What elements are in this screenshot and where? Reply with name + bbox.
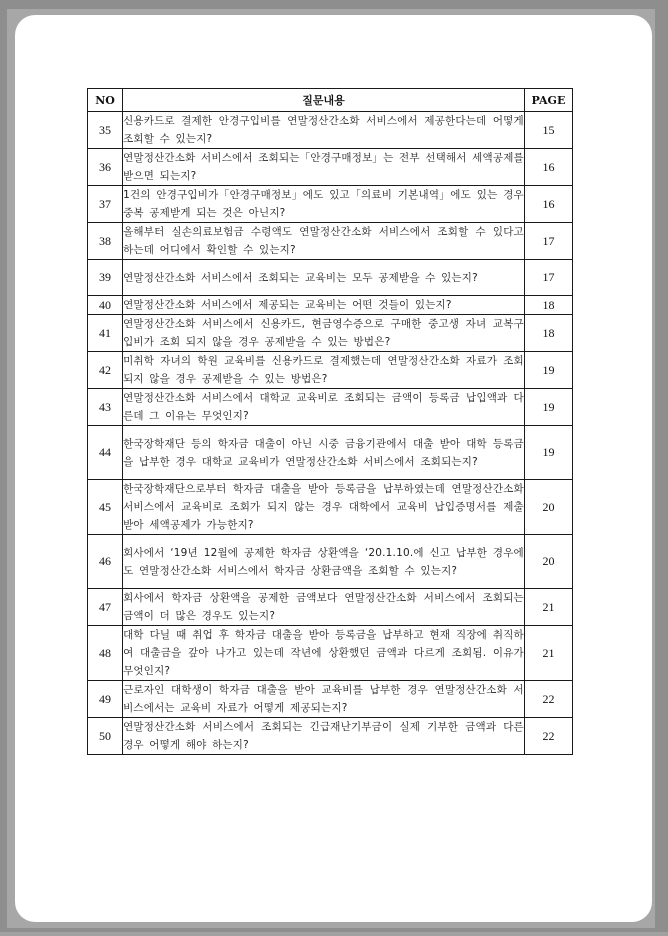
- row-question: 신용카드로 결제한 안경구입비를 연말정산간소화 서비스에서 제공한다는데 어떻게 조회할 수 있는지?: [123, 112, 525, 149]
- table-row: [88, 112, 573, 149]
- row-no: 44: [88, 426, 123, 480]
- row-question: 연말정산간소화 서비스에서 조회되는「안경구매정보」는 전부 선택해서 세액공제를 받으면 되는지?: [123, 149, 525, 186]
- row-question: 대학 다닐 때 취업 후 학자금 대출을 받아 등록금을 납부하고 현재 직장에 취직하여 대출금을 갚아 나가고 있는데 작년에 상환했던 금액과 다르게 조회됨. 이유가 무엇인지?: [123, 626, 525, 681]
- table-row: [88, 681, 573, 718]
- row-no: 50: [88, 718, 123, 755]
- row-no: 39: [88, 260, 123, 296]
- row-page: 18: [524, 296, 572, 315]
- row-page: 21: [524, 589, 572, 626]
- row-question: 연말정산간소화 서비스에서 대학교 교육비로 조회되는 금액이 등록금 납입액과 다른데 그 이유는 무엇인지?: [123, 389, 525, 426]
- row-no: 49: [88, 681, 123, 718]
- row-question: 연말정산간소화 서비스에서 신용카드, 현금영수증으로 구매한 중고생 자녀 교복구입비가 조회 되지 않을 경우 공제받을 수 있는 방법은?: [123, 315, 525, 352]
- table-header-row: [88, 89, 573, 112]
- row-question: 한국장학재단으로부터 학자금 대출을 받아 등록금을 납부하였는데 연말정산간소화 서비스에서 교육비로 조회가 되지 않는 경우 대학에서 교육비 납입증명서를 제출받아 세액공제가 가능한지?: [123, 480, 525, 535]
- row-page: 16: [524, 149, 572, 186]
- table-row: [88, 389, 573, 426]
- row-page: 22: [524, 718, 572, 755]
- row-question: 연말정산간소화 서비스에서 조회되는 긴급재난기부금이 실제 기부한 금액과 다른 경우 어떻게 해야 하는지?: [123, 718, 525, 755]
- row-page: 17: [524, 260, 572, 296]
- table-row: [88, 296, 573, 315]
- row-no: 45: [88, 480, 123, 535]
- table-row: [88, 352, 573, 389]
- table-row: [88, 186, 573, 223]
- row-question: 연말정산간소화 서비스에서 조회되는 교육비는 모두 공제받을 수 있는지?: [123, 260, 525, 296]
- row-question: 근로자인 대학생이 학자금 대출을 받아 교육비를 납부한 경우 연말정산간소화 서비스에서는 교육비 자료가 어떻게 제공되는지?: [123, 681, 525, 718]
- table-row: [88, 223, 573, 260]
- row-no: 43: [88, 389, 123, 426]
- row-question: 1건의 안경구입비가「안경구매정보」에도 있고「의료비 기본내역」에도 있는 경우 중복 공제받게 되는 것은 아닌지?: [123, 186, 525, 223]
- row-no: 48: [88, 626, 123, 681]
- row-no: 36: [88, 149, 123, 186]
- row-page: 22: [524, 681, 572, 718]
- header-page: PAGE: [524, 89, 572, 112]
- row-no: 42: [88, 352, 123, 389]
- row-page: 19: [524, 352, 572, 389]
- header-question: 질문내용: [123, 89, 525, 112]
- table-row: [88, 626, 573, 681]
- row-no: 35: [88, 112, 123, 149]
- row-page: 19: [524, 426, 572, 480]
- table-row: [88, 718, 573, 755]
- header-no: NO: [88, 89, 123, 112]
- row-no: 47: [88, 589, 123, 626]
- row-no: 41: [88, 315, 123, 352]
- table-row: [88, 535, 573, 589]
- row-page: 20: [524, 480, 572, 535]
- row-page: 16: [524, 186, 572, 223]
- row-question: 미취학 자녀의 학원 교육비를 신용카드로 결제했는데 연말정산간소화 자료가 조회되지 않을 경우 공제받을 수 있는 방법은?: [123, 352, 525, 389]
- row-no: 46: [88, 535, 123, 589]
- document-page: [15, 15, 652, 922]
- row-page: 15: [524, 112, 572, 149]
- table-row: [88, 589, 573, 626]
- row-question: 올해부터 실손의료보험금 수령액도 연말정산간소화 서비스에서 조회할 수 있다고 하는데 어디에서 확인할 수 있는지?: [123, 223, 525, 260]
- faq-index-table: [87, 88, 573, 755]
- row-page: 21: [524, 626, 572, 681]
- row-question: 한국장학재단 등의 학자금 대출이 아닌 시중 금융기관에서 대출 받아 대학 등록금을 납부한 경우 대학교 교육비가 연말정산간소화 서비스에서 조회되는지?: [123, 426, 525, 480]
- table-row: [88, 260, 573, 296]
- viewer-bottom-strip: [0, 932, 668, 936]
- row-no: 38: [88, 223, 123, 260]
- table-row: [88, 149, 573, 186]
- row-no: 37: [88, 186, 123, 223]
- row-question: 연말정산간소화 서비스에서 제공되는 교육비는 어떤 것들이 있는지?: [123, 296, 525, 315]
- row-page: 19: [524, 389, 572, 426]
- row-page: 17: [524, 223, 572, 260]
- table-row: [88, 315, 573, 352]
- row-page: 18: [524, 315, 572, 352]
- row-question: 회사에서 학자금 상환액을 공제한 금액보다 연말정산간소화 서비스에서 조회되는 금액이 더 많은 경우도 있는지?: [123, 589, 525, 626]
- row-question: 회사에서 ‘19년 12월에 공제한 학자금 상환액을 ‘20.1.10.에 신고 납부한 경우에도 연말정산간소화 서비스에서 학자금 상환금액을 조회할 수 있는지?: [123, 535, 525, 589]
- table-row: [88, 426, 573, 480]
- table-row: [88, 480, 573, 535]
- row-page: 20: [524, 535, 572, 589]
- row-no: 40: [88, 296, 123, 315]
